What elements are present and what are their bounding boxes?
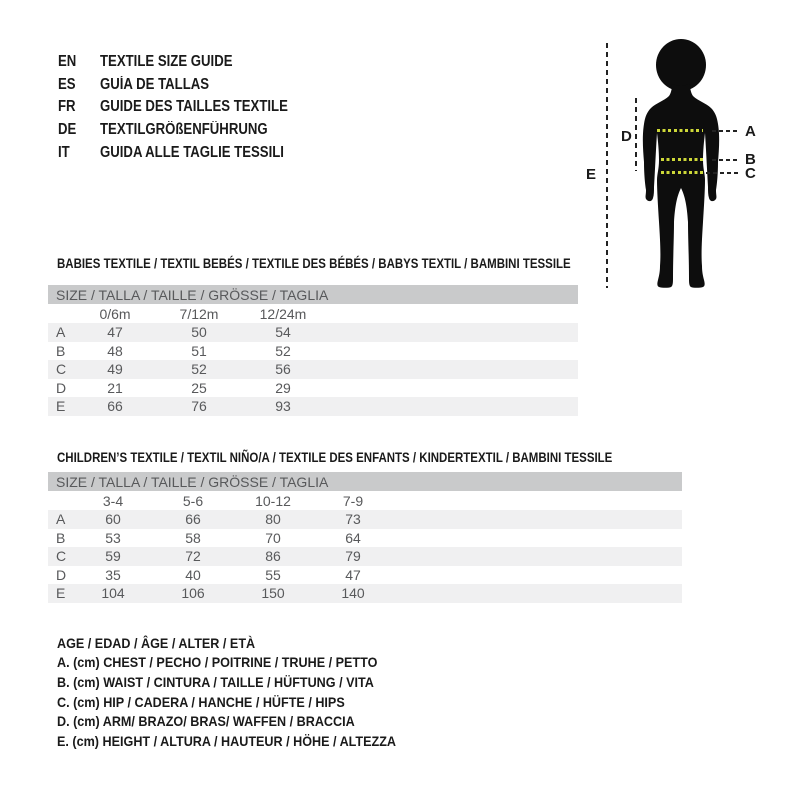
size-value: 54 — [275, 324, 291, 341]
language-title: TEXTILE SIZE GUIDE — [100, 53, 233, 71]
legend-text: C. (cm) HIP / CADERA / HANCHE / HÜFTE / HIPS — [57, 693, 345, 710]
legend-text: D. (cm) ARM/ BRAZO/ BRAS/ WAFFEN / BRACCIA — [57, 713, 355, 730]
measurement-row — [48, 566, 682, 585]
size-value: 25 — [191, 379, 207, 396]
size-value: 150 — [261, 585, 285, 602]
size-value: 49 — [107, 361, 123, 378]
language-title: TEXTILGRÖßENFÜHRUNG — [100, 121, 268, 139]
size-value: 140 — [341, 585, 365, 602]
language-title: GUÍA DE TALLAS — [100, 75, 210, 93]
measurement-row — [48, 547, 682, 566]
size-value: 40 — [185, 566, 201, 583]
row-label: D — [56, 379, 67, 396]
marker-hip: C — [745, 165, 756, 182]
children-size-table — [48, 449, 682, 603]
size-value: 47 — [345, 566, 361, 583]
size-value: 51 — [191, 342, 207, 359]
marker-chest: A — [745, 123, 756, 140]
size-value: 93 — [275, 398, 291, 415]
size-value: 21 — [107, 379, 123, 396]
measurement-row — [48, 379, 578, 398]
row-label: E — [56, 585, 66, 602]
size-value: 86 — [265, 548, 281, 565]
chest-dash-extension — [712, 130, 740, 132]
size-value: 59 — [105, 548, 121, 565]
row-label: A — [56, 511, 66, 528]
size-value: 35 — [105, 566, 121, 583]
size-value: 29 — [275, 379, 291, 396]
legend-line — [57, 672, 434, 692]
waist-dotted-line — [661, 158, 703, 161]
row-label: C — [56, 548, 67, 565]
language-row — [58, 141, 321, 164]
hip-dash-extension — [706, 172, 740, 174]
measurement-row — [48, 360, 578, 379]
language-list — [58, 51, 321, 164]
age-column-header: 5-6 — [182, 492, 204, 509]
size-value: 80 — [265, 511, 281, 528]
size-value: 56 — [275, 361, 291, 378]
size-header-label: SIZE / TALLA / TAILLE / GRÖSSE / TAGLIA — [56, 286, 329, 303]
hip-dotted-line — [661, 171, 703, 174]
babies-size-table — [48, 255, 578, 416]
row-label: B — [56, 342, 66, 359]
measurement-row — [48, 323, 578, 342]
size-value: 60 — [105, 511, 121, 528]
row-label: B — [56, 529, 66, 546]
row-label: A — [56, 324, 66, 341]
measurement-row — [48, 510, 682, 529]
measurement-legend — [57, 633, 434, 751]
legend-text: A. (cm) CHEST / PECHO / POITRINE / TRUHE / PETTO — [57, 654, 378, 671]
language-code: EN — [58, 53, 77, 71]
measurement-row — [48, 397, 578, 416]
age-column-header: 12/24m — [259, 305, 307, 322]
size-value: 76 — [191, 398, 207, 415]
size-value: 73 — [345, 511, 361, 528]
size-value: 72 — [185, 548, 201, 565]
size-value: 52 — [275, 342, 291, 359]
marker-arm: D — [621, 128, 632, 145]
size-value: 55 — [265, 566, 281, 583]
language-code: ES — [58, 75, 76, 93]
size-value: 53 — [105, 529, 121, 546]
age-header-row — [48, 491, 682, 510]
language-code: FR — [58, 98, 76, 116]
legend-line — [57, 731, 434, 751]
size-value: 50 — [191, 324, 207, 341]
legend-line — [57, 653, 434, 673]
size-value: 52 — [191, 361, 207, 378]
size-value: 70 — [265, 529, 281, 546]
measurement-row — [48, 529, 682, 548]
language-code: IT — [58, 143, 70, 161]
age-column-header: 10-12 — [255, 492, 291, 509]
row-label: C — [56, 361, 67, 378]
measurement-row — [48, 584, 682, 603]
age-header-row — [48, 304, 578, 323]
age-column-header: 7/12m — [179, 305, 219, 322]
table-title: CHILDREN’S TEXTILE / TEXTIL NIÑO/A / TEXTILE DES ENFANTS / KINDERTEXTIL / BAMBINI TESSILE — [57, 449, 613, 465]
table-title: BABIES TEXTILE / TEXTIL BEBÉS / TEXTILE DES BÉBÉS / BABYS TEXTIL / BAMBINI TESSILE — [57, 255, 571, 271]
legend-line — [57, 633, 434, 653]
size-header-band — [48, 472, 682, 491]
row-label: D — [56, 566, 67, 583]
child-silhouette — [628, 38, 734, 290]
language-title: GUIDA ALLE TAGLIE TESSILI — [100, 143, 284, 161]
language-row — [58, 74, 321, 97]
age-column-header: 0/6m — [99, 305, 131, 322]
size-value: 47 — [107, 324, 123, 341]
marker-height: E — [586, 166, 597, 183]
size-header-band — [48, 285, 578, 304]
language-row — [58, 119, 321, 142]
size-value: 66 — [185, 511, 201, 528]
legend-line — [57, 692, 434, 712]
legend-text: B. (cm) WAIST / CINTURA / TAILLE / HÜFTUNG / VITA — [57, 673, 374, 690]
legend-text: E. (cm) HEIGHT / ALTURA / HAUTEUR / HÖHE / ALTEZZA — [57, 732, 397, 749]
size-header-label: SIZE / TALLA / TAILLE / GRÖSSE / TAGLIA — [56, 473, 329, 490]
language-row — [58, 51, 321, 74]
size-value: 48 — [107, 342, 123, 359]
size-value: 79 — [345, 548, 361, 565]
waist-dash-extension — [712, 159, 740, 161]
language-title: GUIDE DES TAILLES TEXTILE — [100, 98, 288, 116]
marker-waist: B — [745, 151, 756, 168]
row-label: E — [56, 398, 66, 415]
size-value: 58 — [185, 529, 201, 546]
language-row — [58, 96, 321, 119]
age-column-header: 7-9 — [342, 492, 364, 509]
chest-dotted-line — [657, 129, 703, 132]
legend-text: AGE / EDAD / ÂGE / ALTER / ETÀ — [57, 634, 256, 651]
size-value: 66 — [107, 398, 123, 415]
size-value: 104 — [101, 585, 125, 602]
height-measure-dashed-line — [606, 43, 608, 288]
measurement-row — [48, 342, 578, 361]
legend-line — [57, 711, 434, 731]
size-value: 64 — [345, 529, 361, 546]
size-value: 106 — [181, 585, 205, 602]
age-column-header: 3-4 — [102, 492, 124, 509]
language-code: DE — [58, 121, 77, 139]
